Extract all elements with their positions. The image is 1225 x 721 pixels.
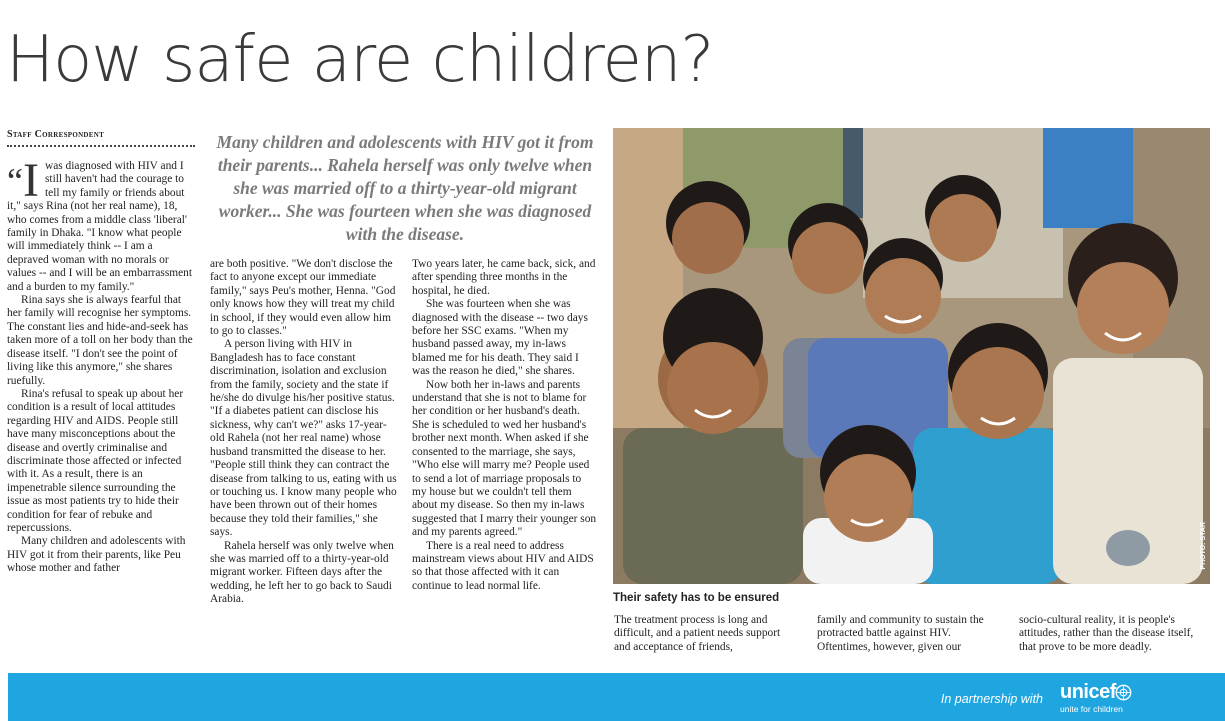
paragraph: A person living with HIV in Bangladesh has to face constant discrimination, isolation and exclusion from the family, society and the state if he/she do divulge his/her positive status. "If a diabetes patient can disclose his sickness, why can't we?" asks 17-year-old Rahela (not her real name) whose husband transmitted the disease to her. "People still think they can contract the disease from talking to us, eating with us or touching us. I know many people who have been thrown out of their homes because they told their families," she says.: [210, 338, 397, 539]
photo-caption: Their safety has to be ensured: [613, 592, 780, 604]
article-column-3: [412, 258, 598, 660]
headline: How safe are children?: [6, 23, 714, 97]
article-column-6: [1019, 614, 1205, 662]
paragraph: Rina says she is always fearful that her family will recognise her symptoms. The constant lies and hide-and-seek has taken more of a toll on her body than the disease itself. "I don't see the point of living like this anymore," she shares ruefully.: [7, 294, 193, 387]
article-column-4: [614, 614, 798, 662]
top-rule: [0, 0, 1225, 4]
photo-credit: PHOTO: STAR: [1200, 522, 1207, 570]
pull-quote: Many children and adolescents with HIV got it from their parents... Rahela herself was only twelve when she was married off to a thirty-year-old migrant worker... She was fourteen when she was diagnosed with the disease.: [216, 132, 594, 244]
partnership-text: In partnership with: [940, 692, 1043, 706]
article-column-1: [7, 160, 196, 658]
lead-paragraph: “I was diagnosed with HIV and I still haven't had the courage to tell my family or friends about it," says Rina (not her real name), 18, who comes from a middle class 'liberal' family in Dhaka. "I know what people will immediately think -- I am a depraved woman with no morals or values -- and I will be an embarrassment and a burden to my family.": [7, 160, 193, 293]
paragraph: family and community to sustain the protracted battle against HIV. Oftentimes, however, given our: [817, 614, 984, 653]
paragraph: Now both her in-laws and parents understand that she is not to blame for her condition or her husband's death. She is scheduled to wed her husband's brother next month. When asked if she consented to the marriage, she says, "Who else will marry me? People used to send a lot of marriage proposals to my house but we couldn't tell them about my disease. So then my in-laws suggested that I marry their younger son and my parents agreed.": [412, 378, 597, 539]
photo-illustration: [613, 128, 1210, 584]
paragraph: Rahela herself was only twelve when she was married off to a thirty-year-old migrant worker. Fifteen days after the wedding, he left her to go back to Saudi Arabia.: [210, 539, 394, 606]
paragraph: There is a real need to address mainstream views about HIV and AIDS so that those affected with it can continue to lead normal life.: [412, 539, 594, 592]
unicef-logo: [1052, 681, 1162, 715]
paragraph: are both positive. "We don't disclose the fact to anyone except our immediate family," says Peu's mother, Henna. "God only knows how they will treat my child in school, if they would even allow him to go to classes.": [210, 258, 396, 338]
article-column-5: [817, 614, 1001, 662]
drop-cap: “I: [7, 160, 39, 207]
unicef-globe-icon: [1115, 684, 1132, 701]
paragraph: Rina's refusal to speak up about her condition is a result of local attitudes regarding HIV and AIDS. People still have many misconceptions about the disease and overtly criminalise and discriminate those affected or infected with it. As a result, there is an impenetrable silence surrounding the issue as most patients try to hide their condition for fear of rebuke and repercussions.: [7, 387, 184, 534]
unicef-wordmark: unicef: [1060, 681, 1116, 703]
article-column-2: [210, 258, 400, 660]
partnership-banner: [8, 673, 1225, 721]
byline: Staff Correspondent: [7, 129, 195, 147]
paragraph: Two years later, he came back, sick, and after spending three months in the hospital, he died.: [412, 258, 596, 297]
paragraph: Many children and adolescents with HIV got it from their parents, like Peu whose mother and father: [7, 535, 186, 575]
unicef-tagline: unite for children: [1060, 704, 1123, 714]
paragraph: She was fourteen when she was diagnosed with the disease -- two days before her SSC exams. "When my husband passed away, my in-laws blamed me for his death. They said I was the reason he died," she shares.: [412, 298, 588, 378]
paragraph: socio-cultural reality, it is people's attitudes, rather than the disease itself, that prove to be more deadly.: [1019, 614, 1194, 653]
children-photo: [613, 128, 1210, 584]
paragraph: The treatment process is long and difficult, and a patient needs support and acceptance of friends,: [614, 614, 781, 653]
